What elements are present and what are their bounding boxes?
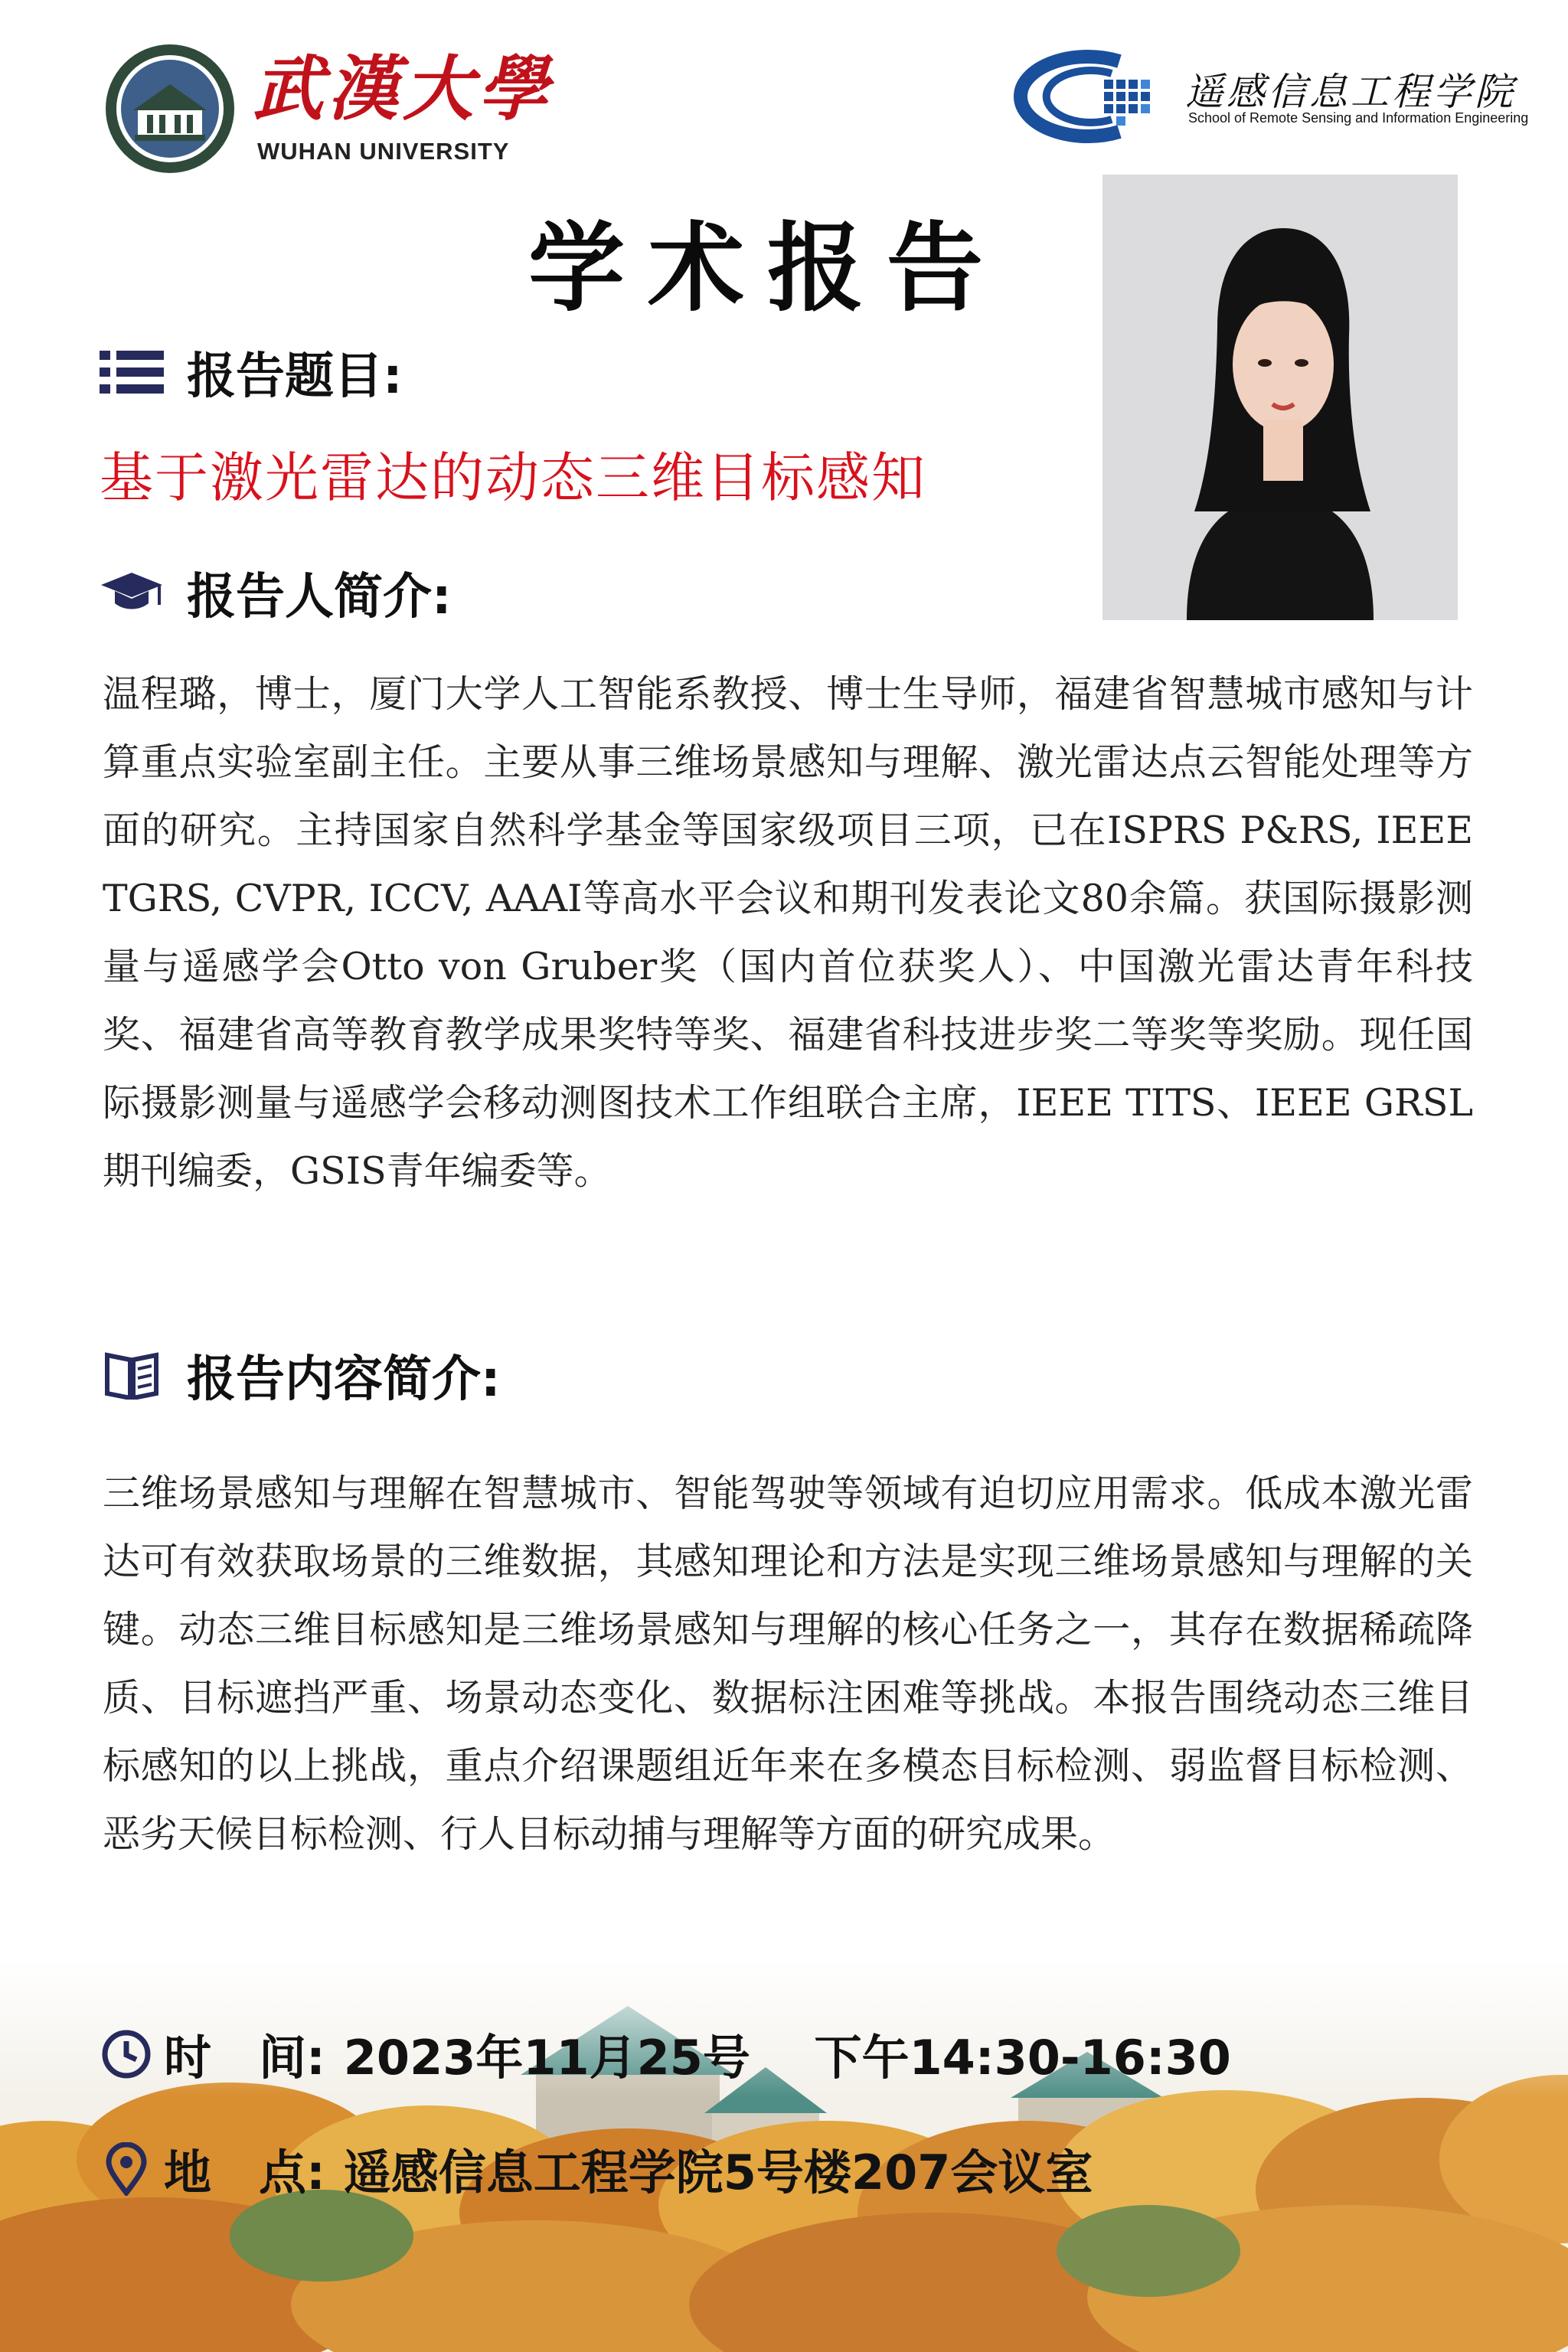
- event-time: [100, 2020, 1231, 2088]
- abstract-heading: [100, 1340, 501, 1410]
- place-value: 遥感信息工程学院5号楼207会议室: [343, 2145, 1093, 2200]
- talk-title: 基于激光雷达的动态三维目标感知: [100, 446, 926, 509]
- place-label: 地 点:: [164, 2145, 325, 2200]
- university-name-en: WUHAN UNIVERSITY: [257, 138, 510, 165]
- clock-icon: [100, 2027, 153, 2081]
- page-title: 学术报告: [528, 212, 1006, 325]
- school-logo: [1004, 43, 1167, 150]
- time-value: 2023年11月25号 下午14:30-16:30: [343, 2030, 1231, 2086]
- school-name-en: School of Remote Sensing and Information Engineering: [1188, 110, 1529, 126]
- abstract-text: 三维场景感知与理解在智慧城市、智能驾驶等领域有迫切应用需求。低成本激光雷达可有效获取场景的三维数据，其感知理论和方法是实现三维场景感知与理解的关键。动态三维目标感知是三维场景感知与理解的核心任务之一，其存在数据稀疏降质、目标遮挡严重、场景动态变化、数据标注困难等挑战。本报告围绕动态三维目标感知的以上挑战，重点介绍课题组近年来在多模态目标检测、弱监督目标检测、恶劣天候目标检测、行人目标动捕与理解等方面的研究成果。: [103, 1472, 1473, 1856]
- university-name-cn: 武漢大學: [253, 47, 554, 130]
- event-place: [100, 2135, 1093, 2203]
- topic-heading-label: 报告题目:: [187, 348, 403, 405]
- list-icon: [100, 348, 164, 397]
- speaker-heading-label: 报告人简介:: [187, 569, 452, 626]
- location-pin-icon: [100, 2142, 153, 2196]
- abstract-heading-label: 报告内容简介:: [187, 1351, 501, 1408]
- speaker-bio: 温程璐，博士，厦门大学人工智能系教授、博士生导师，福建省智慧城市感知与计算重点实验室副主任。主要从事三维场景感知与理解、激光雷达点云智能处理等方面的研究。主持国家自然科学基金等国家级项目三项，已在ISPRS P&RS, IEEE TGRS, CVPR, ICCV, AAAI等高水平会议和期刊发表论文80余篇。获国际摄影测量与遥感学会Otto von Gruber奖（国内首位获奖人）、中国激光雷达青年科技奖、福建省高等教育教学成果奖特等奖、福建省科技进步奖二等奖等奖励。现任国际摄影测量与遥感学会移动测图技术工作组联合主席，IEEE TITS、IEEE GRSL期刊编委，GSIS青年编委等。: [103, 672, 1473, 1193]
- speaker-portrait: [1102, 175, 1458, 620]
- wuhan-university-seal-logo: [104, 43, 236, 175]
- speaker-heading: [100, 557, 452, 628]
- graduation-cap-icon: [100, 568, 164, 617]
- school-name-cn: 遥感信息工程学院: [1185, 70, 1516, 114]
- time-label: 时 间:: [164, 2030, 325, 2086]
- book-icon: [100, 1351, 164, 1400]
- topic-heading: [100, 337, 403, 407]
